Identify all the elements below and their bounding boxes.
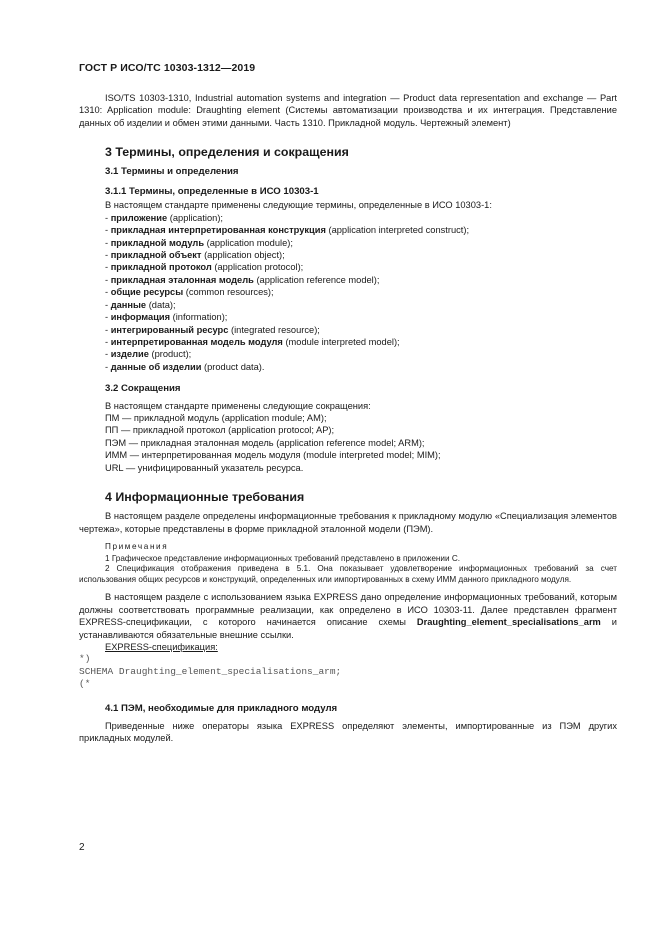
abbreviation-item: ПЭМ — прикладная эталонная модель (application reference model; ARM); [105, 437, 425, 448]
section-3-1-1-title: 3.1.1 Термины, определенные в ИСО 10303-1 [105, 186, 319, 198]
abbreviation-item: ПП — прикладной протокол (application protocol; AP); [105, 425, 335, 436]
terms-intro: В настоящем стандарте применены следующие термины, определенные в ИСО 10303-1: [105, 200, 492, 211]
section-4-paragraph-2: В настоящем разделе с использованием языка EXPRESS дано определение информационных требований, которым должны соответствовать программные реализации, как определено в ИСО 10303-11. Далее представлен фрагмент EXPRESS-спецификации, с которого начинается описание схемы Draughting_element_specialisations_arm и устанавливаются обязательные внешние ссылки. [79, 592, 617, 640]
term-item: - приложение (application); [105, 212, 223, 223]
abbreviation-item: URL — унифицированный указатель ресурса. [105, 462, 304, 473]
term-item: - прикладная интерпретированная конструкция (application interpreted construct); [105, 225, 470, 236]
abbreviations-list [79, 412, 617, 474]
section-4-title: 4 Информационные требования [105, 489, 305, 504]
section-3-1-title: 3.1 Термины и определения [105, 165, 239, 177]
abbreviations-intro: В настоящем стандарте применены следующие сокращения: [105, 400, 371, 411]
section-4-1-title: 4.1 ПЭМ, необходимые для прикладного модуля [105, 702, 338, 714]
code-line: SCHEMA Draughting_element_specialisations_arm; [79, 665, 342, 677]
terms-list [79, 212, 617, 373]
notes-title: Примечания [105, 542, 169, 552]
section-3-title: 3 Термины, определения и сокращения [105, 145, 349, 160]
term-item: - прикладной протокол (application protocol); [105, 262, 304, 273]
term-item: - интегрированный ресурс (integrated resource); [105, 324, 320, 335]
term-item: - интерпретированная модель модуля (module interpreted model); [105, 336, 400, 347]
note-2: 2 Спецификация отображения приведена в 5.1. Она показывает удовлетворение информационных требований за счет использования общих ресурсов и конструкций, определенных или импортированных в схему ИММ данного прикладного модуля. [79, 564, 617, 584]
code-line: (* [79, 678, 91, 690]
term-item: - данные (data); [105, 299, 176, 310]
term-item: - прикладной модуль (application module); [105, 237, 293, 248]
term-item: - данные об изделии (product data). [105, 361, 265, 372]
page-number: 2 [79, 842, 85, 853]
section-3-2-title: 3.2 Сокращения [105, 383, 181, 395]
code-line: *) [79, 653, 91, 665]
document-header: ГОСТ Р ИСО/ТС 10303-1312—2019 [79, 62, 256, 74]
term-item: - прикладная эталонная модель (application reference model); [105, 274, 380, 285]
term-item: - изделие (product); [105, 349, 192, 360]
express-label: EXPRESS-спецификация: [105, 642, 218, 652]
abbreviation-item: ИММ — интерпретированная модель модуля (module interpreted model; MIM); [105, 450, 441, 461]
document-body [79, 92, 617, 745]
section-4-paragraph-1: В настоящем разделе определены информационные требования к прикладному модулю «Специализация элементов чертежа», которые представлены в форме прикладной эталонной модели (ПЭМ). [79, 511, 617, 534]
abbreviation-item: ПМ — прикладной модуль (application module; AM); [105, 412, 327, 423]
section-4-1-paragraph: Приведенные ниже операторы языка EXPRESS определяют элементы, импортированные из ПЭМ других прикладных модулей. [79, 721, 617, 744]
term-item: - прикладной объект (application object); [105, 250, 285, 261]
term-item: - информация (information); [105, 312, 228, 323]
term-item: - общие ресурсы (common resources); [105, 287, 274, 298]
reference-paragraph: ISO/TS 10303-1310, Industrial automation systems and integration — Product data representation and exchange — Part 1310: Application module: Draughting element (Системы автоматизации производства и их интеграция. Представление данных об изделии и обмен этими данными. Часть 1310. Прикладной модуль. Чертежный элемент) [79, 93, 617, 128]
note-1: 1 Графическое представление информационных требований представлено в приложении С. [105, 553, 461, 563]
express-code-block [79, 653, 617, 690]
